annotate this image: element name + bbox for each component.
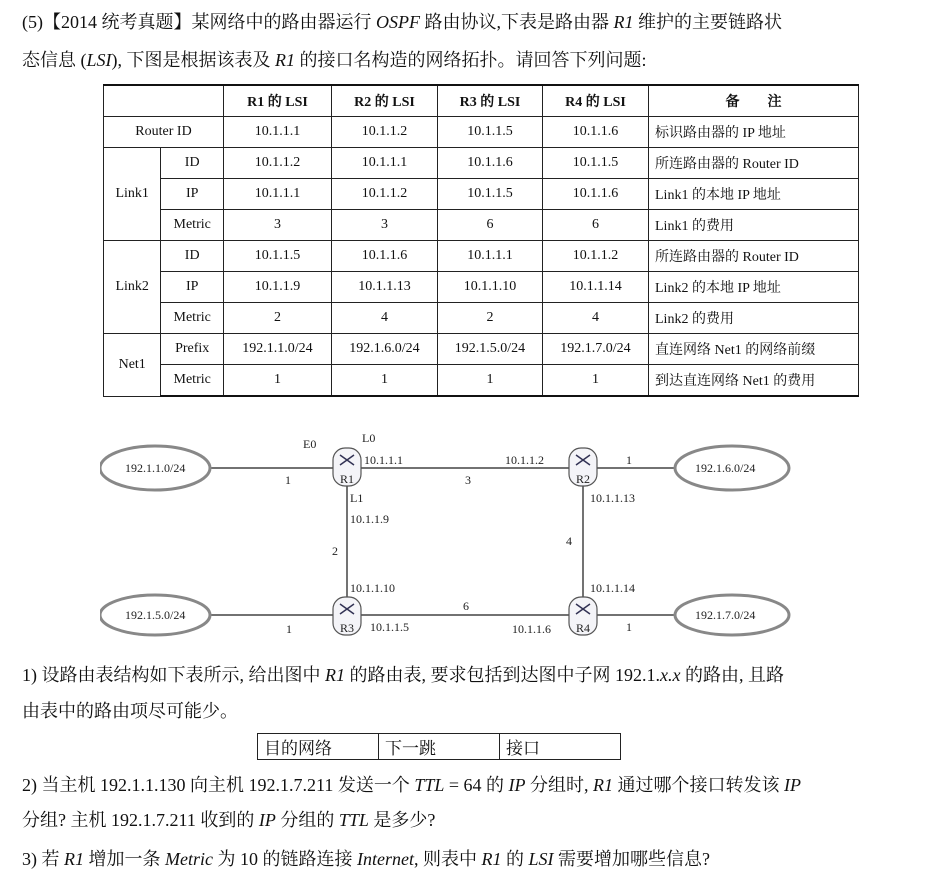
- row-group: Link2: [104, 241, 161, 334]
- text: Internet: [356, 849, 414, 869]
- text: R1: [481, 849, 502, 869]
- column-header: R4 的 LSI: [543, 85, 649, 117]
- column-header: R3 的 LSI: [438, 85, 543, 117]
- text: TTL: [414, 775, 445, 795]
- table-cell: 10.1.1.2: [332, 179, 438, 210]
- lsi-table: [103, 84, 859, 397]
- table-cell: 10.1.1.1: [332, 148, 438, 179]
- table-cell: 3: [332, 210, 438, 241]
- metric-label: 1: [626, 453, 632, 467]
- note-cell: Link2 的费用: [649, 303, 859, 334]
- row-subheader: ID: [161, 241, 224, 272]
- table-cell: 4: [543, 303, 649, 334]
- text: R1: [275, 50, 296, 70]
- column-header: 备 注: [649, 85, 859, 117]
- table-cell: 10.1.1.5: [224, 241, 332, 272]
- ip-label: 10.1.1.6: [512, 622, 551, 636]
- text: Metric: [165, 849, 213, 869]
- table-cell: 10.1.1.2: [224, 148, 332, 179]
- table-cell: 10.1.1.5: [438, 179, 543, 210]
- text: TTL: [338, 810, 369, 830]
- table-cell: 1: [224, 365, 332, 397]
- text: ), 下图是根据该表及: [111, 50, 276, 70]
- table-row: [104, 148, 859, 179]
- note-cell: 所连路由器的 Router ID: [649, 148, 859, 179]
- text: IP: [784, 775, 802, 795]
- table-cell: 10.1.1.6: [543, 117, 649, 148]
- note-cell: 标识路由器的 IP 地址: [649, 117, 859, 148]
- table-cell: 10.1.1.1: [224, 117, 332, 148]
- ip-label: 10.1.1.5: [370, 620, 409, 634]
- table-cell: 1: [543, 365, 649, 397]
- table-cell: 192.1.6.0/24: [332, 334, 438, 365]
- question-3: [22, 845, 710, 871]
- text: 增加一条: [84, 849, 165, 869]
- table-cell: 6: [543, 210, 649, 241]
- text: R1: [613, 12, 634, 32]
- question-1: [22, 661, 784, 687]
- column-header: 接口: [500, 734, 621, 760]
- row-subheader: IP: [161, 179, 224, 210]
- routing-table-structure: [257, 733, 621, 760]
- ip-label: 10.1.1.9: [350, 512, 389, 526]
- note-cell: 所连路由器的 Router ID: [649, 241, 859, 272]
- metric-label: 1: [626, 620, 632, 634]
- net-label: 192.1.5.0/24: [125, 608, 186, 622]
- table-cell: 1: [438, 365, 543, 397]
- question-2-line-2: [22, 806, 435, 832]
- table-cell: 10.1.1.6: [332, 241, 438, 272]
- cloud-icons: [100, 446, 789, 635]
- note-cell: 到达直连网络 Net1 的费用: [649, 365, 859, 397]
- text: 的路由表, 要求包括到达图中子网 192.1.: [345, 665, 660, 685]
- text: OSPF: [376, 12, 420, 32]
- table-row: [104, 241, 859, 272]
- text: 需要增加哪些信息?: [553, 849, 710, 869]
- table-row: [104, 334, 859, 365]
- table-cell: 10.1.1.10: [438, 272, 543, 303]
- metric-label: 6: [463, 599, 469, 613]
- column-header: R1 的 LSI: [224, 85, 332, 117]
- text: R1: [593, 775, 614, 795]
- table-cell: 192.1.5.0/24: [438, 334, 543, 365]
- router-label: R4: [576, 621, 591, 635]
- net-label: 192.1.7.0/24: [695, 608, 756, 622]
- row-subheader: ID: [161, 148, 224, 179]
- text: IP: [258, 810, 276, 830]
- row-group: Net1: [104, 334, 161, 397]
- table-cell: 10.1.1.14: [543, 272, 649, 303]
- text: , 则表中: [413, 849, 482, 869]
- text: 3) 若: [22, 849, 64, 869]
- metric-label: 1: [285, 473, 291, 487]
- metric-label: 1: [286, 622, 292, 636]
- text: 态信息 (: [22, 50, 87, 70]
- note-cell: Link2 的本地 IP 地址: [649, 272, 859, 303]
- text: 1) 设路由表结构如下表所示, 给出图中: [22, 665, 325, 685]
- table-cell: 2: [438, 303, 543, 334]
- text: LSI: [528, 849, 554, 869]
- table-cell: 10.1.1.2: [332, 117, 438, 148]
- text: IP: [508, 775, 526, 795]
- row-subheader: Metric: [161, 365, 224, 397]
- table-cell: 10.1.1.9: [224, 272, 332, 303]
- table-cell: 10.1.1.6: [543, 179, 649, 210]
- ip-label: 10.1.1.14: [590, 581, 635, 595]
- text: 2) 当主机 192.1.1.130 向主机 192.1.7.211 发送一个: [22, 775, 415, 795]
- text: 路由协议,下表是路由器: [420, 12, 614, 32]
- row-subheader: Prefix: [161, 334, 224, 365]
- text: 通过哪个接口转发该: [613, 775, 785, 795]
- text: 的: [501, 849, 529, 869]
- row-subheader: IP: [161, 272, 224, 303]
- note-cell: 直连网络 Net1 的网络前缀: [649, 334, 859, 365]
- text: = 64 的: [444, 775, 509, 795]
- question-2: [22, 771, 801, 797]
- table-row: [104, 117, 859, 148]
- iface-label: L1: [350, 491, 364, 505]
- table-row: [104, 303, 859, 334]
- intro-line-2: [22, 46, 647, 72]
- net-label: 192.1.6.0/24: [695, 461, 756, 475]
- table-cell: 192.1.7.0/24: [543, 334, 649, 365]
- metric-label: 2: [332, 544, 338, 558]
- text: R1: [325, 665, 345, 685]
- text: x.x: [660, 665, 681, 685]
- text: LSI: [86, 50, 112, 70]
- table-cell: 2: [224, 303, 332, 334]
- metric-label: 3: [465, 473, 471, 487]
- ip-label: 10.1.1.10: [350, 581, 395, 595]
- table-cell: 192.1.1.0/24: [224, 334, 332, 365]
- note-cell: Link1 的费用: [649, 210, 859, 241]
- row-subheader: Metric: [161, 210, 224, 241]
- text: 是多少?: [368, 810, 436, 830]
- ip-label: 10.1.1.1: [364, 453, 403, 467]
- column-header: [104, 85, 224, 117]
- text: 分组的: [275, 810, 339, 830]
- table-cell: 10.1.1.2: [543, 241, 649, 272]
- ip-label: 10.1.1.2: [505, 453, 544, 467]
- router-label: R3: [340, 621, 355, 635]
- text: 的接口名构造的网络拓扑。请回答下列问题:: [295, 50, 647, 70]
- iface-label: L0: [362, 431, 376, 445]
- column-header: 目的网络: [258, 734, 379, 760]
- column-header: 下一跳: [379, 734, 500, 760]
- net-label: 192.1.1.0/24: [125, 461, 186, 475]
- note-cell: Link1 的本地 IP 地址: [649, 179, 859, 210]
- table-cell: 4: [332, 303, 438, 334]
- router-label: R2: [576, 472, 591, 486]
- table-cell: 10.1.1.13: [332, 272, 438, 303]
- table-cell: 10.1.1.5: [438, 117, 543, 148]
- row-header: Router ID: [104, 117, 224, 148]
- row-group: Link1: [104, 148, 161, 241]
- text: R1: [64, 849, 84, 869]
- network-topology-diagram: [100, 420, 820, 650]
- metric-label: 4: [566, 534, 572, 548]
- iface-label: E0: [303, 437, 317, 451]
- text: 的路由, 且路: [680, 665, 784, 685]
- ip-label: 10.1.1.13: [590, 491, 635, 505]
- text: 为 10 的链路连接: [212, 849, 357, 869]
- question-1-line-2: 由表中的路由项尽可能少。: [22, 701, 238, 721]
- table-row: [104, 210, 859, 241]
- table-cell: 10.1.1.5: [543, 148, 649, 179]
- table-cell: 10.1.1.1: [438, 241, 543, 272]
- table-cell: 3: [224, 210, 332, 241]
- row-subheader: Metric: [161, 303, 224, 334]
- text: 维护的主要链路状: [633, 12, 782, 32]
- text: (5)【2014 统考真题】某网络中的路由器运行: [22, 12, 376, 32]
- column-header: R2 的 LSI: [332, 85, 438, 117]
- text: 分组时,: [525, 775, 594, 795]
- table-cell: 1: [332, 365, 438, 397]
- table-row: [104, 272, 859, 303]
- table-row: [104, 365, 859, 397]
- table-cell: 10.1.1.1: [224, 179, 332, 210]
- table-row: [104, 179, 859, 210]
- intro-line-1: [22, 8, 782, 34]
- table-cell: 10.1.1.6: [438, 148, 543, 179]
- router-label: R1: [340, 472, 355, 486]
- table-cell: 6: [438, 210, 543, 241]
- text: 分组? 主机 192.1.7.211 收到的: [22, 810, 259, 830]
